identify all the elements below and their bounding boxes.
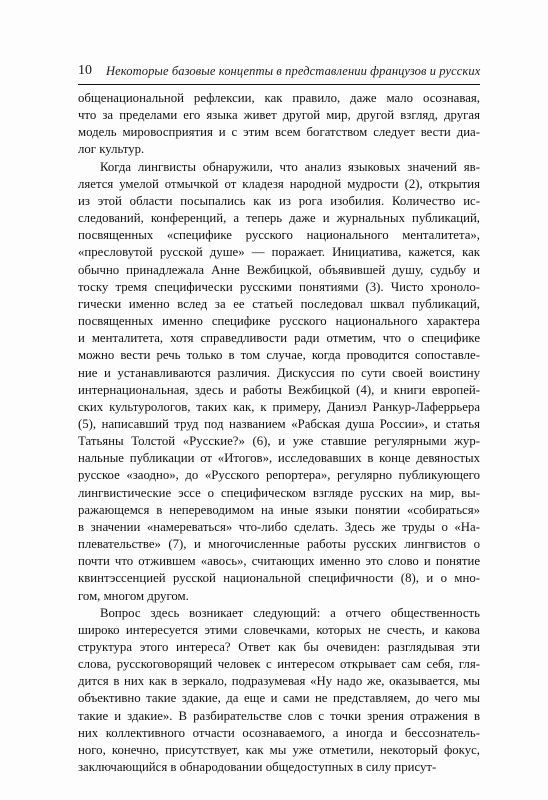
text-line: из этой области посыпались как из рога изобилия. Количество ис- <box>78 193 480 208</box>
text-line: такие и здакие». В разбирательстве слов с точки зрения отражения в <box>78 708 480 723</box>
text-line: лингвистические эссе о специфическом взгляде русских на мир, вы- <box>78 485 480 500</box>
text-line: квинтэссенцией русской национальной специфичности (8), и о мно- <box>78 571 480 586</box>
text-line: посвященных «специфике русского национального менталитета», <box>78 228 480 243</box>
running-header <box>78 60 480 84</box>
text-line: ляется умелой отмычкой от кладезя народной мудрости (2), открытия <box>78 176 480 191</box>
text-line: тоску тремя специфически русскими понятиями (3). Чисто хроноло- <box>78 279 480 294</box>
text-line: широко интересуется этими словечками, которых не счесть, и какова <box>78 622 480 637</box>
text-line: (5), написавший труд под названием «Рабская душа России», и статья <box>78 416 480 431</box>
text-line: общенациональной рефлексии, как правило, даже мало осознавая, <box>78 91 480 105</box>
page-number: 10 <box>78 63 92 78</box>
text-line: что за пределами его языка живет другой мир, другой взгляд, другая <box>78 108 480 123</box>
paragraph <box>78 90 480 159</box>
text-line: в значении «намереваться» что-либо сделать. Здесь же труды о «На- <box>78 519 480 534</box>
text-line: можно вести речь только в том случае, когда проводится сопоставле- <box>78 348 480 363</box>
text-line: модель мировосприятия и с этим всем богатством следует вести диа- <box>78 125 480 140</box>
text-line: них коллективного отчасти осознаваемого, а иногда и бессознатель- <box>78 725 480 740</box>
text-line: Вопрос здесь возникает следующий: а отчего общественность <box>100 605 480 620</box>
text-line: лог культур. <box>78 142 145 157</box>
text-line: обычно принадлежала Анне Вежбицкой, объявившей душу, судьбу и <box>78 262 480 277</box>
text-line: и менталитета, хотя справедливости ради отметим, что о специфике <box>78 331 480 346</box>
body-text <box>78 90 480 776</box>
text-line: следований, конференций, а теперь даже и журнальных публикаций, <box>78 211 480 226</box>
text-line: русское «заодно», до «Русского репортера», регулярно публикующего <box>78 468 480 483</box>
text-line: заключающийся в обнародовании общедоступных в силу присут- <box>78 760 437 775</box>
text-line: «пресловутой русской душе» — поражает. Инициатива, кажется, как <box>78 245 480 260</box>
text-line: ние и устанавливаются различия. Дискуссия по сути своей воистину <box>78 365 480 380</box>
text-line: дится в них как в зеркало, подразумевая «Ну надо же, оказывается, мы <box>78 674 480 689</box>
text-line: ного, конечно, присутствует, как мы уже отметили, некоторый фокус, <box>78 742 480 757</box>
text-line: интернациональная, здесь и работы Вежбицкой (4), и книги европей- <box>78 382 480 397</box>
text-line: гом, многом другом. <box>78 588 189 603</box>
text-line: Татьяны Толстой «Русские?» (6), и уже ставшие регулярными жур- <box>78 434 480 449</box>
text-line: структура этого интереса? Ответ как бы очевиден: разглядывая эти <box>78 640 480 654</box>
text-line: посвященных именно специфике русского национального характера <box>78 314 480 329</box>
text-line: гически именно вслед за ее статьей последовал шквал публикаций, <box>78 296 480 311</box>
paragraph <box>78 159 480 605</box>
running-title: Некоторые базовые концепты в представлении французов и русских <box>106 64 481 78</box>
text-line: почти что отжившем «авось», считающих именно это слово и понятие <box>78 554 480 569</box>
header-rule <box>78 84 480 85</box>
text-line: ражающемся в непереводимом на иные языки понятии «собираться» <box>78 502 480 517</box>
text-line: объективно такие здакие, да еще и сами не представляем, до чего мы <box>78 691 480 706</box>
text-line: нальные публикации от «Итогов», исследовавших в конце девяностых <box>78 451 480 466</box>
text-line: слова, русскоговорящий человек с интересом открывает сам себя, гля- <box>78 657 480 672</box>
text-line: Когда лингвисты обнаружили, что анализ языковых значений яв- <box>100 159 480 174</box>
paragraph <box>78 605 480 777</box>
text-line: ских культурологов, таких как, к примеру, Даниэл Ранкур-Лаферрьера <box>78 399 480 414</box>
text-line: плевательстве» (7), и многочисленные работы русских лингвистов о <box>78 537 480 552</box>
